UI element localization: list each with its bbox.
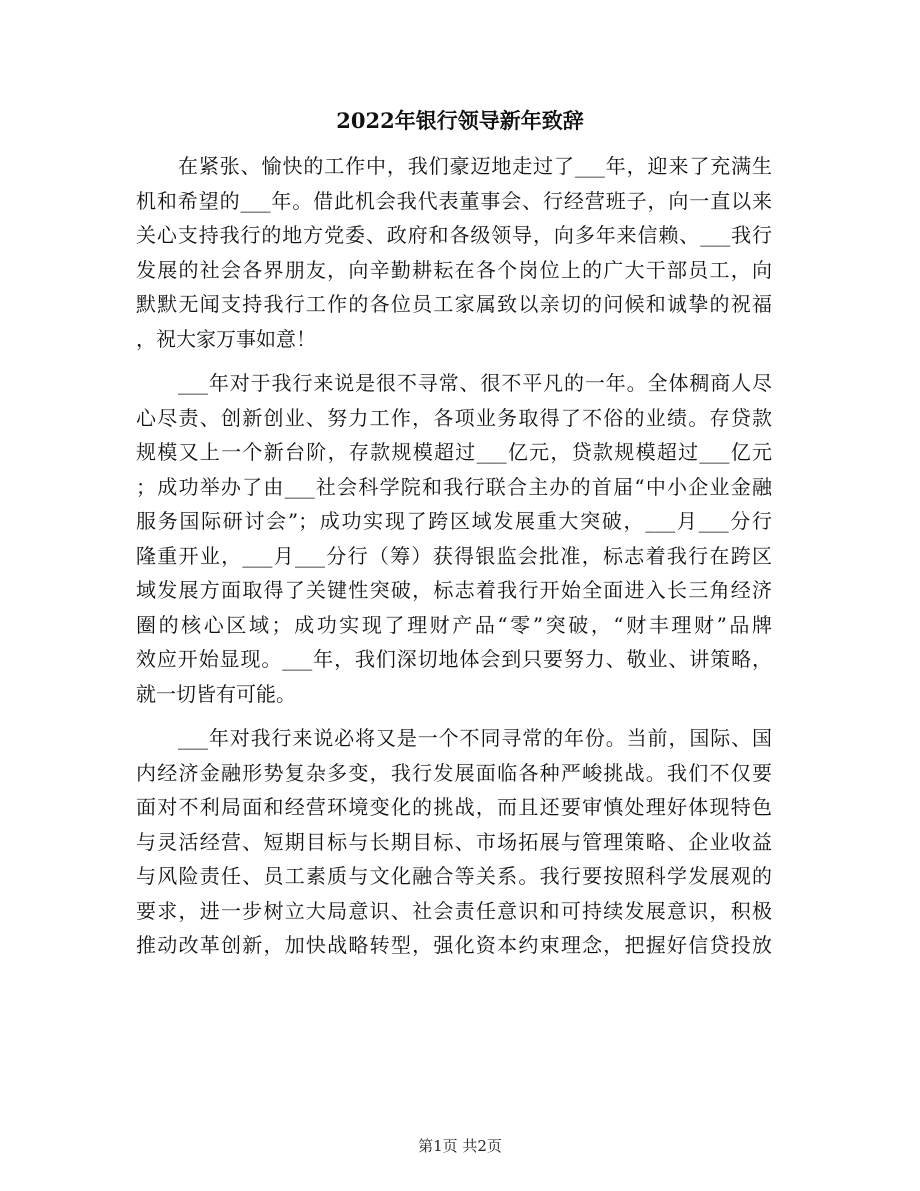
document-body — [136, 149, 772, 973]
text-line: 就一切皆有可能。 — [136, 681, 296, 706]
text-line: 推动改革创新，加快战略转型，强化资本约束理念，把握好信贷投放 — [136, 933, 772, 957]
document-title: 2022年银行领导新年致辞 — [336, 108, 584, 133]
text-line: 与风险责任、员工素质与文化融合等关系。我行要按照科学发展观的 — [136, 864, 772, 888]
text-line: 心尽责、创新创业、努力工作，各项业务取得了不俗的业绩。存贷款 — [136, 405, 772, 430]
text-line: 在紧张、愉快的工作中，我们豪迈地走过了___年，迎来了充满生 — [178, 154, 772, 178]
text-line: 圈的核心区域；成功实现了理财产品“零”突破，“财丰理财”品牌 — [136, 612, 772, 637]
text-line: 服务国际研讨会”；成功实现了跨区域发展重大突破，___月___分行 — [136, 509, 772, 533]
page-number-footer: 第1页 共2页 — [418, 1137, 502, 1155]
text-line: 域发展方面取得了关键性突破，标志着我行开始全面进入长三角经济 — [136, 578, 772, 602]
text-line: ，祝大家万事如意！ — [136, 326, 316, 351]
text-line: 面对不利局面和经营环境变化的挑战，而且还要审慎处理好体现特色 — [136, 795, 772, 819]
paragraph-2 — [136, 366, 772, 711]
text-line: ___年对我行来说必将又是一个不同寻常的年份。当前，国际、国 — [178, 726, 772, 750]
text-line: 关心支持我行的地方党委、政府和各级领导，向多年来信赖、___我行 — [136, 223, 772, 247]
text-line: 隆重开业，___月___分行（筹）获得银监会批准，标志着我行在跨区 — [136, 543, 772, 568]
text-line: 效应开始显现。___年，我们深切地体会到只要努力、敬业、讲策略， — [136, 647, 772, 671]
text-line: 发展的社会各界朋友，向辛勤耕耘在各个岗位上的广大干部员工，向 — [136, 257, 772, 282]
paragraph-1 — [136, 149, 772, 356]
paragraph-3 — [136, 721, 772, 963]
text-line: 要求，进一步树立大局意识、社会责任意识和可持续发展意识，积极 — [136, 898, 772, 923]
text-line: ；成功举办了由___社会科学院和我行联合主办的首届“中小企业金融 — [136, 474, 772, 499]
text-line: 规模又上一个新台阶，存款规模超过___亿元，贷款规模超过___亿元 — [136, 440, 772, 464]
text-line: 与灵活经营、短期目标与长期目标、市场拓展与管理策略、企业收益 — [136, 829, 772, 854]
text-line: 机和希望的___年。借此机会我代表董事会、行经营班子，向一直以来 — [136, 188, 772, 213]
text-line: 内经济金融形势复杂多变，我行发展面临各种严峻挑战。我们不仅要 — [136, 760, 772, 785]
text-line: 默默无闻支持我行工作的各位员工家属致以亲切的问候和诚挚的祝福 — [136, 292, 772, 316]
text-line: ___年对于我行来说是很不寻常、很不平凡的一年。全体稠商人尽 — [178, 371, 772, 395]
